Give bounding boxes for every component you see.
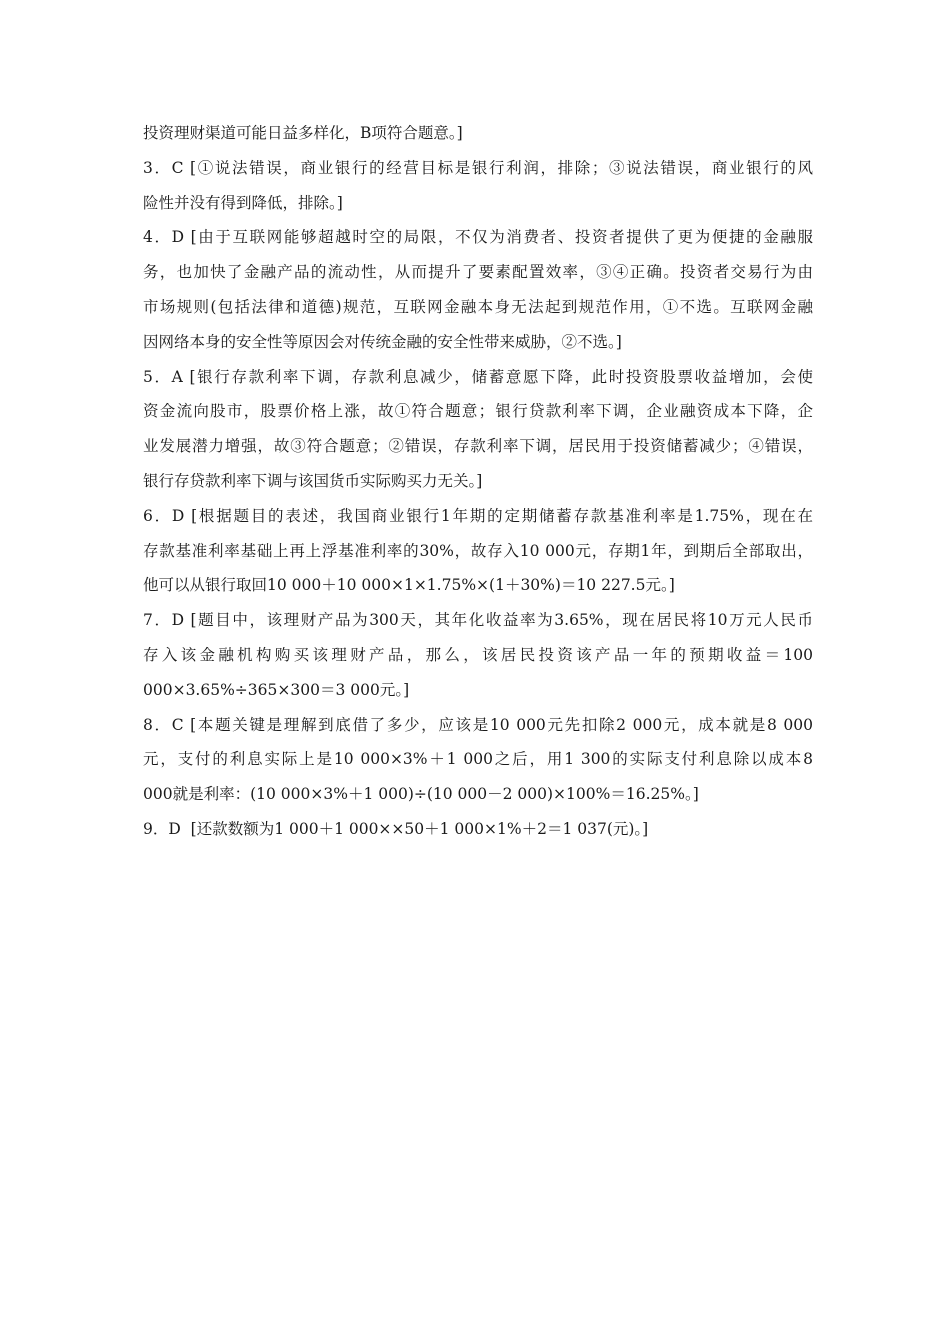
text-line: 业发展潜力增强，故③符合题意；②错误，存款利率下调，居民用于投资储蓄减少；④错误， [143, 437, 813, 456]
text-line: 资金流向股市，股票价格上涨，故①符合题意；银行贷款利率下调，企业融资成本下降，企 [143, 402, 813, 421]
text-line: 银行存贷款利率下调与该国货币实际购买力无关。] [143, 471, 483, 490]
text-line: 7．D [题目中，该理财产品为300天，其年化收益率为3.65%，现在居民将10万元人民币 [143, 611, 813, 630]
text-line: 险性并没有得到降低，排除。] [143, 193, 343, 212]
answer-9 [143, 812, 813, 847]
answer-3 [143, 151, 813, 221]
answer-7 [143, 603, 813, 707]
text-line: 投资理财渠道可能日益多样化，B项符合题意。] [143, 124, 463, 142]
text-line: 因网络本身的安全性等原因会对传统金融的安全性带来威胁，②不选。] [143, 332, 622, 351]
answer-content [143, 116, 813, 847]
text-line: 000就是利率：(10 000×3%＋1 000)÷(10 000－2 000)×100%＝16.25%。] [143, 785, 699, 804]
text-line: 3．C [①说法错误，商业银行的经营目标是银行利润，排除；③说法错误，商业银行的风 [143, 158, 813, 177]
text-line: 存款基准利率基础上再上浮基准利率的30%，故存入10 000元，存期1年，到期后全部取出， [143, 541, 813, 560]
text-line: 5．A [银行存款利率下调，存款利息减少，储蓄意愿下降，此时投资股票收益增加，会使 [143, 367, 813, 386]
text-line: 8．C [本题关键是理解到底借了多少，应该是10 000元先扣除2 000元，成本就是8 000 [143, 715, 813, 734]
text-line: 9．D [还款数额为1 000＋1 000××50＋1 000×1%＋2＝1 037(元)。] [143, 819, 649, 838]
text-line: 4．D [由于互联网能够超越时空的局限，不仅为消费者、投资者提供了更为便捷的金融服 [143, 228, 813, 247]
text-line: 市场规则(包括法律和道德)规范，互联网金融本身无法起到规范作用，①不选。互联网金融 [143, 297, 813, 316]
text-line: 存入该金融机构购买该理财产品，那么，该居民投资该产品一年的预期收益＝100 [143, 645, 813, 664]
text-line: 务，也加快了金融产品的流动性，从而提升了要素配置效率，③④正确。投资者交易行为由 [143, 263, 813, 282]
answer-5 [143, 360, 813, 499]
answer-4 [143, 220, 813, 359]
text-line: 元，支付的利息实际上是10 000×3%＋1 000之后，用1 300的实际支付利息除以成本8 [143, 750, 813, 769]
answer-6 [143, 499, 813, 603]
answer-8 [143, 708, 813, 812]
text-line: 000×3.65%÷365×300＝3 000元。] [143, 680, 410, 699]
text-line: 他可以从银行取回10 000＋10 000×1×1.75%×(1＋30%)＝10 227.5元。] [143, 576, 675, 595]
text-line: 6．D [根据题目的表述，我国商业银行1年期的定期储蓄存款基准利率是1.75%，现在在 [143, 506, 813, 525]
answer-2-continuation [143, 116, 813, 151]
